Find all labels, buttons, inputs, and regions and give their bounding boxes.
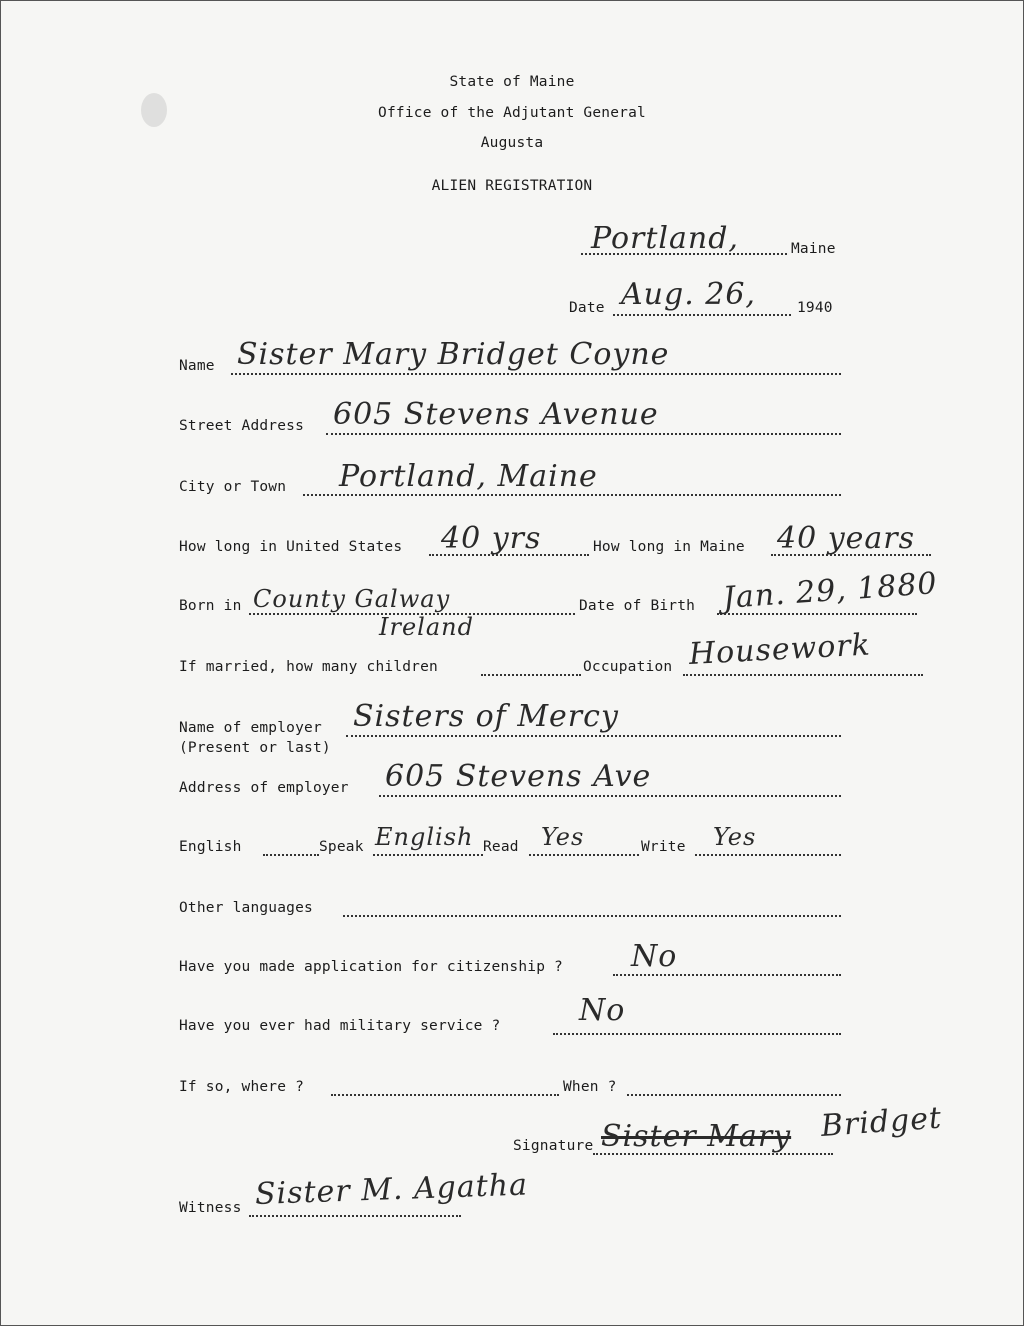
maine-duration-value: 40 years — [777, 521, 916, 556]
us-duration-value: 40 yrs — [441, 521, 542, 556]
place-suffix: Maine — [791, 241, 836, 257]
other-languages-line — [343, 915, 841, 917]
children-label: If married, how many children — [179, 659, 438, 675]
citizenship-label: Have you made application for citizenship ? — [179, 959, 563, 975]
read-value: Yes — [541, 823, 585, 851]
employer-line — [346, 735, 841, 737]
header-city: Augusta — [480, 135, 544, 151]
when-line — [627, 1094, 841, 1096]
signature-struck-text: Sister Mary — [601, 1119, 792, 1154]
employer-label: Name of employer — [179, 720, 322, 736]
name-value: Sister Mary Bridget Coyne — [237, 337, 670, 372]
witness-label: Witness — [179, 1200, 242, 1216]
date-year: 1940 — [797, 300, 833, 316]
military-line — [553, 1033, 841, 1035]
city-line — [303, 494, 841, 496]
dob-label: Date of Birth — [579, 598, 696, 614]
write-value: Yes — [713, 823, 757, 851]
us-duration-label: How long in United States — [179, 539, 403, 555]
speak-label: Speak — [319, 839, 364, 855]
born-in-value-country: Ireland — [379, 613, 474, 641]
street-value: 605 Stevens Avenue — [333, 397, 659, 432]
street-label: Street Address — [179, 418, 305, 434]
employer-address-label: Address of employer — [179, 780, 349, 796]
witness-line — [249, 1215, 461, 1217]
employer-sublabel: (Present or last) — [179, 740, 331, 756]
employer-value: Sisters of Mercy — [353, 699, 619, 734]
date-label: Date — [569, 300, 605, 316]
dob-value: Jan. 29, 1880 — [721, 566, 939, 616]
english-line — [263, 854, 319, 856]
citizenship-value: No — [631, 939, 678, 974]
speak-value: English — [375, 823, 474, 851]
write-label: Write — [641, 839, 686, 855]
citizenship-line — [613, 974, 841, 976]
maine-duration-label: How long in Maine — [593, 539, 745, 555]
where-line — [331, 1094, 559, 1096]
military-value: No — [579, 993, 626, 1028]
name-label: Name — [179, 358, 215, 374]
date-value: Aug. 26, — [621, 277, 756, 312]
name-line — [231, 373, 841, 375]
military-label: Have you ever had military service ? — [179, 1018, 501, 1034]
signature-label: Signature — [513, 1138, 594, 1154]
occupation-line — [683, 674, 923, 676]
occupation-label: Occupation — [583, 659, 673, 675]
employer-address-line — [379, 795, 841, 797]
witness-value: Sister M. Agatha — [254, 1167, 529, 1212]
employer-address-value: 605 Stevens Ave — [385, 759, 652, 794]
born-in-value: County Galway — [253, 585, 451, 613]
read-label: Read — [483, 839, 519, 855]
place-value: Portland, — [591, 221, 739, 256]
where-label: If so, where ? — [179, 1079, 305, 1095]
signature-value: Bridget — [819, 1100, 944, 1144]
occupation-value: Housework — [688, 627, 872, 672]
when-label: When ? — [563, 1079, 617, 1095]
date-line — [613, 314, 791, 316]
children-line — [481, 674, 581, 676]
write-line — [695, 854, 841, 856]
header-state: State of Maine — [449, 74, 575, 90]
form-title: ALIEN REGISTRATION — [431, 178, 593, 194]
other-languages-label: Other languages — [179, 900, 313, 916]
street-line — [326, 433, 841, 435]
speak-line — [373, 854, 483, 856]
city-value: Portland, Maine — [339, 459, 598, 494]
born-in-label: Born in — [179, 598, 242, 614]
city-label: City or Town — [179, 479, 287, 495]
read-line — [529, 854, 639, 856]
header-office: Office of the Adjutant General — [378, 105, 646, 121]
english-label: English — [179, 839, 242, 855]
